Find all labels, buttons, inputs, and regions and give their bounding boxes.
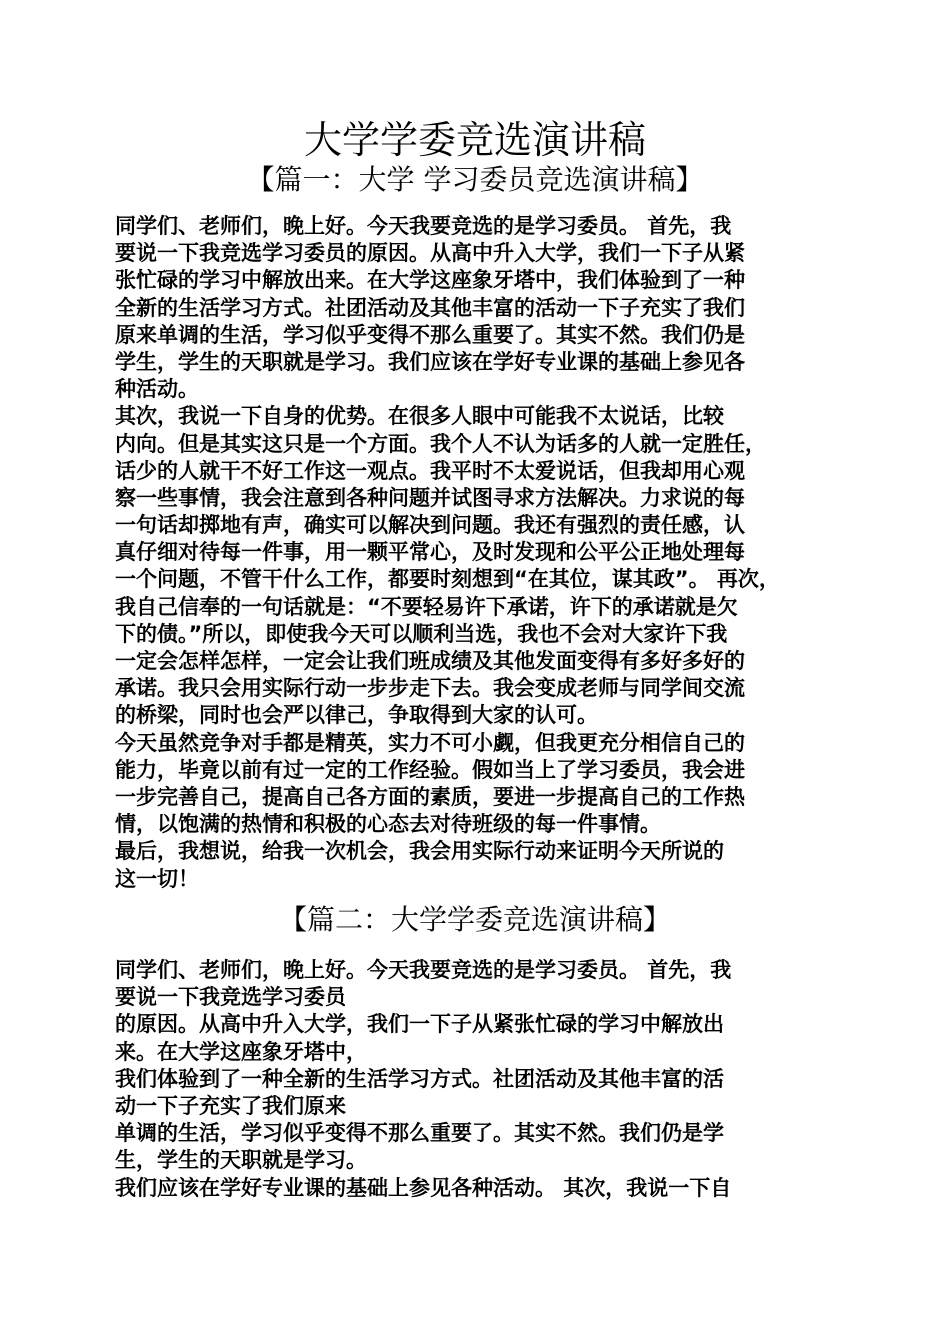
text-line: 情，以饱满的热情和积极的心态去对待班级的每一件事情。	[115, 812, 661, 837]
text-line: 要说一下我竞选学习委员	[115, 985, 346, 1010]
text-line: 要说一下我竞选学习委员的原因。从高中升入大学，我们一下子从紧	[115, 241, 745, 266]
text-line: 承诺。我只会用实际行动一步步走下去。我会变成老师与同学间交流	[115, 676, 745, 701]
text-line: 学生，学生的天职就是学习。我们应该在学好专业课的基础上参见各	[115, 349, 745, 374]
text-line: 来。在大学这座象牙塔中，	[115, 1039, 367, 1064]
text-line: 单调的生活，学习似乎变得不那么重要了。其实不然。我们仍是学	[115, 1121, 724, 1146]
text-line: 我们体验到了一种全新的生活学习方式。社团活动及其他丰富的活	[115, 1066, 724, 1091]
text-line: 全新的生活学习方式。社团活动及其他丰富的活动一下子充实了我们	[115, 295, 745, 320]
text-line: 的原因。从高中升入大学，我们一下子从紧张忙碌的学习中解放出	[115, 1012, 724, 1037]
text-line: 张忙碌的学习中解放出来。在大学这座象牙塔中，我们体验到了一种	[115, 268, 745, 293]
text-line: 我自己信奉的一句话就是：“不要轻易许下承诺，许下的承诺就是欠	[115, 594, 738, 619]
text-line: 最后，我想说，给我一次机会，我会用实际行动来证明今天所说的	[115, 839, 724, 864]
text-line: 今天虽然竞争对手都是精英，实力不可小觑，但我更充分相信自己的	[115, 730, 745, 755]
text-line: 动一下子充实了我们原来	[115, 1093, 346, 1118]
section-1-title: 【篇一：大学 学习委员竞选演讲稿】	[246, 163, 704, 196]
text-line: 这一切！	[115, 866, 199, 891]
section-2-body	[115, 957, 845, 1202]
page-title: 大学学委竞选演讲稿	[303, 118, 646, 162]
text-line: 同学们、老师们，晚上好。今天我要竞选的是学习委员。 首先，我	[115, 214, 732, 238]
text-line: 其次，我说一下自身的优势。在很多人眼中可能我不太说话，比较	[115, 404, 724, 429]
text-line: 一步完善自己，提高自己各方面的素质，要进一步提高自己的工作热	[115, 784, 745, 809]
text-line: 一句话却掷地有声，确实可以解决到问题。我还有强烈的责任感，认	[115, 513, 745, 538]
text-line: 察一些事情，我会注意到各种问题并试图寻求方法解决。力求说的每	[115, 485, 745, 510]
text-line: 下的债。”所以，即使我今天可以顺利当选，我也不会对大家许下我	[115, 621, 728, 646]
section-1-body	[115, 213, 845, 893]
text-line: 真仔细对待每一件事，用一颗平常心，及时发现和公平公正地处理每	[115, 540, 745, 565]
text-line: 种活动。	[115, 377, 199, 402]
text-line: 话少的人就干不好工作这一观点。我平时不太爱说话，但我却用心观	[115, 458, 745, 483]
text-line: 一个问题，不管干什么工作，都要时刻想到“在其位，谋其政”。 再次，	[115, 567, 780, 592]
text-line: 能力，毕竟以前有过一定的工作经验。假如当上了学习委员，我会进	[115, 757, 745, 782]
text-line: 一定会怎样怎样，一定会让我们班成绩及其他发面变得有多好多好的	[115, 649, 745, 673]
text-line: 原来单调的生活，学习似乎变得不那么重要了。其实不然。我们仍是	[115, 322, 745, 347]
text-line: 我们应该在学好专业课的基础上参见各种活动。 其次，我说一下自	[115, 1175, 732, 1200]
text-line: 同学们、老师们，晚上好。今天我要竞选的是学习委员。 首先，我	[115, 958, 732, 982]
text-line: 生，学生的天职就是学习。	[115, 1148, 367, 1173]
section-2-title: 【篇二：大学学委竞选演讲稿】	[278, 903, 671, 936]
text-line: 内向。但是其实这只是一个方面。我个人不认为话多的人就一定胜任，	[115, 431, 766, 456]
text-line: 的桥梁，同时也会严以律己，争取得到大家的认可。	[115, 703, 598, 728]
